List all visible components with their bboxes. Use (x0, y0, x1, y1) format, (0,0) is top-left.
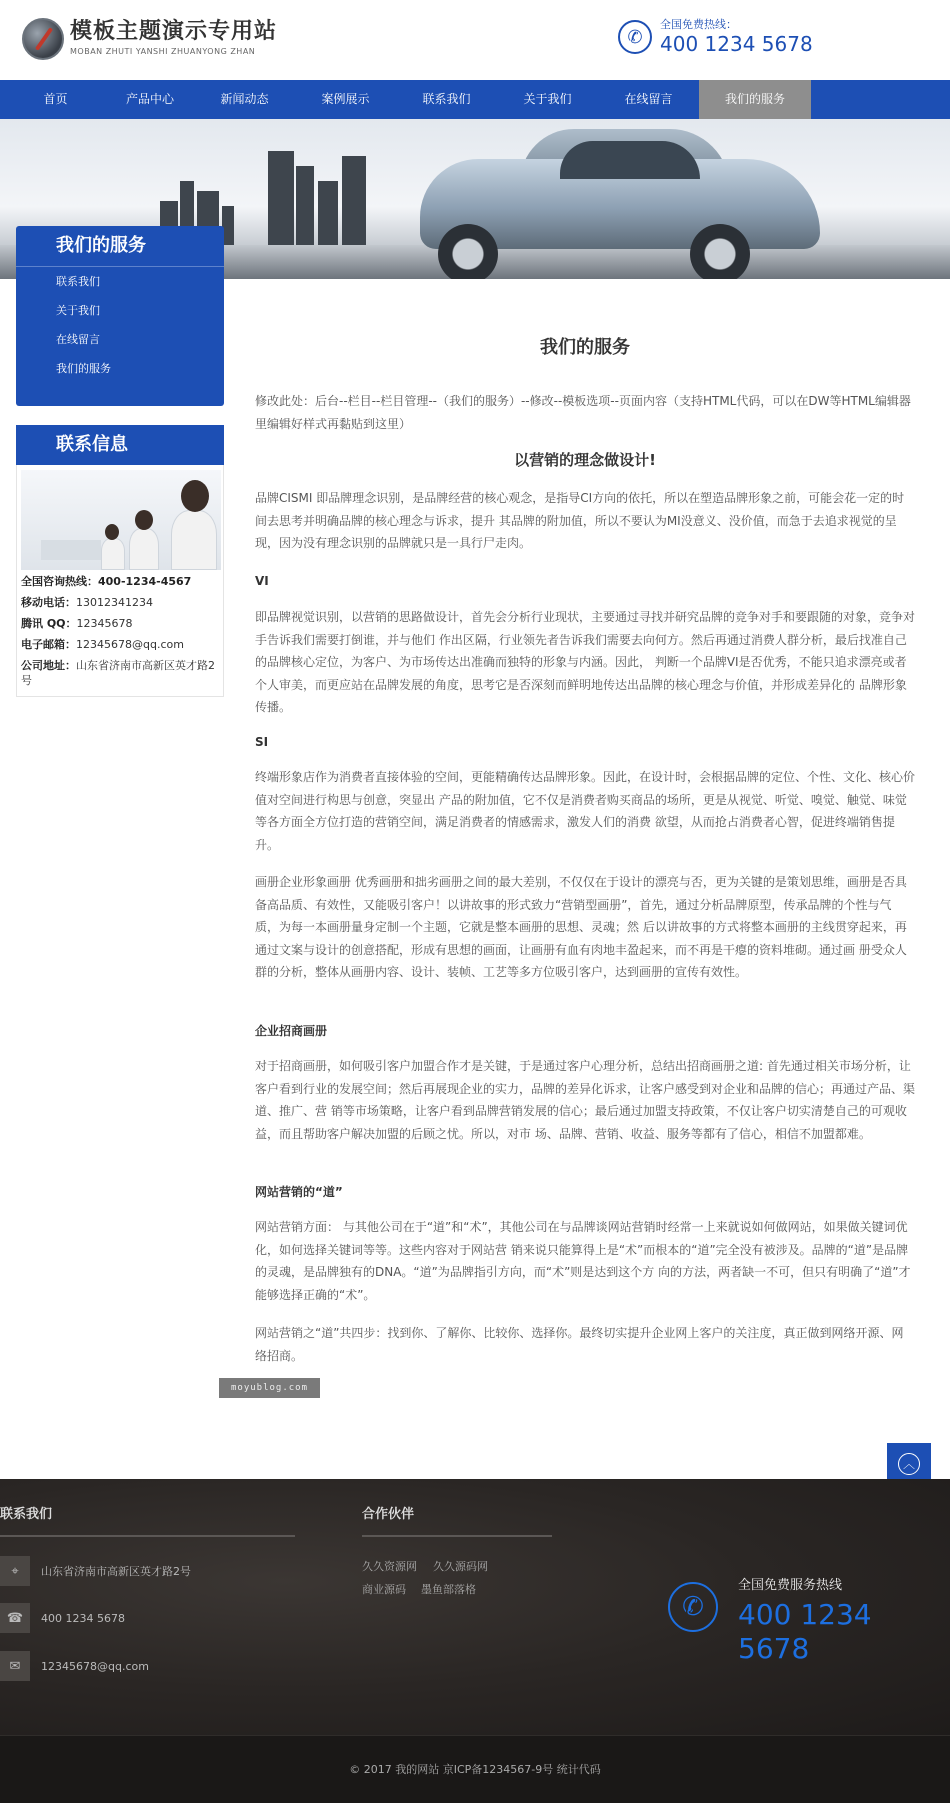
main-nav (0, 80, 950, 119)
nav-item-news[interactable]: 新闻动态 (220, 92, 269, 106)
phone-icon: ✆ (618, 20, 652, 54)
footer-address: 山东省济南市高新区英才路2号 (41, 1565, 191, 1578)
contact-info-title: 联系信息 (56, 434, 128, 455)
footer-partners-title: 合作伙伴 (362, 1507, 415, 1522)
intro-text: 修改此处：后台--栏目--栏目管理--（我们的服务）--修改--模板选项--页面内容（支持HTML代码，可以在DW等HTML编辑器里编辑好样式再黏贴到这里） (255, 394, 911, 431)
sidebar-menu-title: 我们的服务 (56, 235, 146, 256)
album-paragraph: 画册企业形象画册 优秀画册和拙劣画册之间的最大差别，不仅仅在于设计的漂亮与否，更为关键的是策划思维，画册是否具备高品质、有效性，又能吸引客户！以讲故事的形式致力“营销型画册”，首先，通过分析品牌原型，传承品牌的个性与气质，为每一本画册量身定制一个主题，它就是整本画册的思想、灵魂；然 后以讲故事的方式将整本画册的主线贯穿起来，再通过文案与设计的创意搭配，形成有思想的画面，让画册有血有肉地丰盈起来，而不再是干瘪的资料堆砌。通过画 册受众人群的分析，整体从画册内容、设计、装帧、工艺等多方位吸引客户，达到画册的宣传有效性。 (255, 875, 907, 979)
nav-item-cases[interactable]: 案例展示 (321, 92, 370, 106)
building-shape (296, 166, 314, 251)
contact-info-box (16, 425, 224, 697)
nav-item-about[interactable]: 关于我们 (523, 92, 572, 106)
nav-item-message[interactable]: 在线留言 (624, 92, 673, 106)
page-title: 我们的服务 (540, 337, 630, 358)
slogan-heading: 以营销的理念做设计! (514, 451, 656, 469)
footer-email: 12345678@qq.com (41, 1660, 149, 1673)
si-heading: SI (255, 735, 269, 749)
contact-mobile: 移动电话：13012341234 (21, 596, 153, 609)
logo-subtitle: MOBAN ZHUTI YANSHI ZHUANYONG ZHAN (70, 47, 256, 56)
si-paragraph: 终端形象店作为消费者直接体验的空间，更能精确传达品牌形象。因此，在设计时，会根据品牌的定位、个性、文化、核心价值对空间进行构思与创意，突显出 产品的附加值，它不仅是消费者购买商品的场所，更是从视觉、听觉、嗅觉、触觉、味觉等各方面全方位打造的营销空间，满足消费者的情感需求，激发人们的消费 欲望，从而抢占消费者心智，促进终端销售提升。 (255, 770, 916, 852)
building-shape (318, 181, 338, 251)
contact-address: 公司地址：山东省济南市高新区英才路2号 (21, 659, 215, 687)
partner-link[interactable]: 墨鱼部落格 (421, 1583, 476, 1596)
sidebar-item-message[interactable]: 在线留言 (56, 333, 100, 346)
vi-heading: VI (255, 574, 269, 588)
sidebar-item-about[interactable]: 关于我们 (56, 304, 100, 317)
car-wheel (690, 224, 750, 279)
divider (0, 1535, 295, 1537)
agent-head (181, 480, 209, 512)
agent-figure (171, 510, 217, 570)
nav-item-products[interactable]: 产品中心 (125, 92, 174, 106)
site-logo[interactable] (22, 18, 277, 60)
chevron-up-icon: ︿ (898, 1453, 920, 1475)
sidebar-item-services[interactable]: 我们的服务 (56, 362, 111, 375)
copyright-bar: © 2017 我的网站 京ICP备1234567-9号 统计代码 (0, 1735, 950, 1803)
partner-link[interactable]: 商业源码 (362, 1583, 406, 1596)
footer-phone: 400 1234 5678 (41, 1612, 125, 1625)
logo-title: 模板主题演示专用站 (70, 19, 278, 44)
car-wheel (438, 224, 498, 279)
mail-icon: ✉ (0, 1651, 30, 1681)
invest-album-heading: 企业招商画册 (255, 1024, 328, 1038)
divider (16, 266, 224, 267)
location-pin-icon: ⌖ (0, 1556, 30, 1586)
partner-link[interactable]: 久久源码网 (433, 1560, 488, 1573)
web-marketing-paragraph: 网站营销方面： 与其他公司在于“道”和“术”，其他公司在与品牌谈网站营销时经常一上来就说如何做网站，如果做关键词优化，如何选择关键词等等。这些内容对于网站营 销来说只能算得上是“术”而根本的“道”完全没有被涉及。品牌的“道”是品牌的灵魂，是品牌独有的DNA。“道”为品牌指引方向，而“术”则是达到这个方 向的方法，两者缺一不可，但只有明确了“道”才能够选择正确的“术”。 (255, 1220, 911, 1302)
hotline-number: 400 1234 5678 (660, 32, 813, 56)
cismi-paragraph: 品牌CISMI 即品牌理念识别，是品牌经营的核心观念，是指导CI方向的依托，所以在塑造品牌形象之前，可能会花一定的时间去思考并明确品牌的核心理念与诉求，提升 其品牌的附加值，所以不要认为MI没意义、没价值，而急于去追求视觉的呈现，因为没有理念识别的品牌就只是一具行尸走肉。 (255, 491, 905, 550)
footer-hotline-label: 全国免费服务热线 (738, 1578, 843, 1593)
contact-info-header (16, 425, 224, 465)
web-marketing-steps: 网站营销之“道”共四步：找到你、了解你、比较你、选择你。最终切实提升企业网上客户的关注度，真正做到网络开源、网络招商。 (255, 1326, 904, 1363)
desk-monitor (41, 540, 101, 560)
sidebar-item-contact[interactable]: 联系我们 (56, 275, 100, 288)
compass-logo-icon (22, 18, 64, 60)
nav-item-home[interactable]: 首页 (43, 92, 68, 106)
watermark-label: moyublog.com (219, 1378, 320, 1398)
web-marketing-heading: 网站营销的“道” (255, 1185, 343, 1199)
contact-email: 电子邮箱：12345678@qq.com (21, 638, 184, 651)
agent-figure (101, 538, 125, 570)
vi-paragraph: 即品牌视觉识别，以营销的思路做设计，首先会分析行业现状，主要通过寻找并研究品牌的竞争对手和要跟随的对象，竞争对手告诉我们需要打倒谁，并与他们 作出区隔，行业领先者告诉我们需要去向何方。然后再通过消费人群分析，最后找准自己的品牌核心定位，为客户、为市场传达出准确而独特的形象与内涵。因此， 判断一个品牌VI是否优秀，不能只追求漂亮或者个人审美，而更应站在品牌发展的角度，思考它是否深刻而鲜明地传达出品牌的核心理念与价值，并形成差异化的 品牌形象传播。 (255, 610, 916, 714)
phone-icon: ☎ (0, 1603, 30, 1633)
footer-contact-title: 联系我们 (0, 1507, 53, 1522)
footer-hotline-number: 400 1234 5678 (738, 1598, 872, 1665)
invest-album-paragraph: 对于招商画册，如何吸引客户加盟合作才是关键，于是通过客户心理分析，总结出招商画册之道: 首先通过相关市场分析，让客户看到行业的发展空间；然后再展现企业的实力，品牌的差异化诉求，让客户感受到对企业和品牌的信心；再通过产品、渠道、推广、营 销等市场策略，让客户看到品牌营销发展的信心；最后通过加盟支持政策，不仅让客户切实清楚自己的可观收益，而且帮助客户解决加盟的后顾之忧。所以，对市 场、品牌、营销、收益、服务等都有了信心，相信不加盟都难。 (255, 1059, 916, 1141)
customer-service-photo (21, 470, 221, 570)
car-window (560, 141, 700, 179)
phone-icon: ✆ (668, 1582, 718, 1632)
agent-head (105, 524, 119, 540)
building-shape (342, 156, 366, 251)
contact-qq: 腾讯 QQ：12345678 (21, 617, 133, 630)
nav-item-services[interactable]: 我们的服务 (699, 80, 811, 119)
nav-item-contact[interactable]: 联系我们 (422, 92, 471, 106)
site-header (0, 0, 950, 80)
agent-head (135, 510, 153, 530)
header-hotline (618, 18, 813, 56)
partner-link[interactable]: 久久资源网 (362, 1560, 417, 1573)
contact-hotline: 全国咨询热线：400-1234-4567 (21, 575, 192, 588)
building-shape (268, 151, 294, 251)
divider (362, 1535, 552, 1537)
sidebar-menu (16, 226, 224, 406)
hotline-label: 全国免费热线： (660, 18, 737, 31)
agent-figure (129, 528, 159, 570)
